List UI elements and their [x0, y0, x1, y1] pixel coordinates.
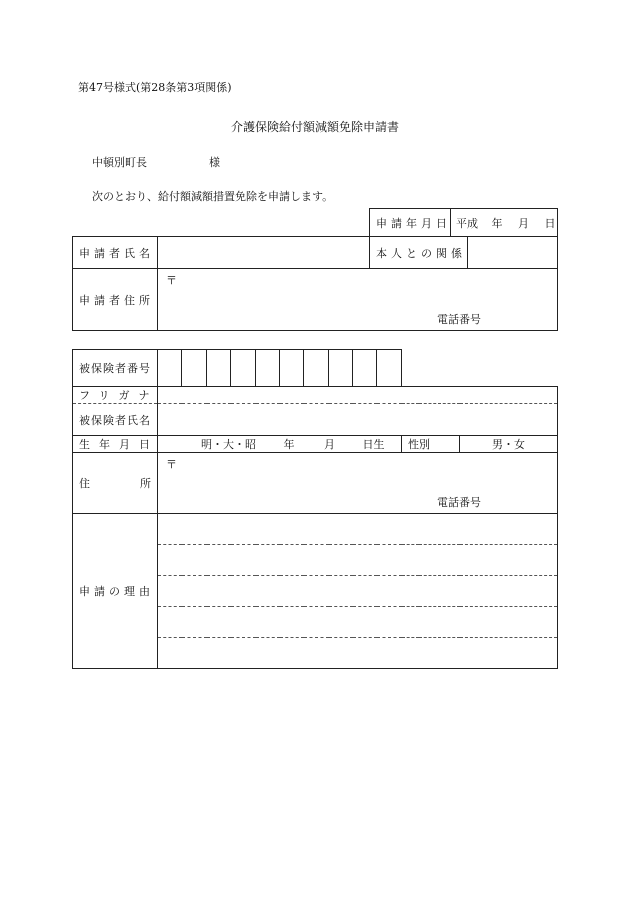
- relation-field[interactable]: [468, 237, 558, 269]
- insured-number-digit[interactable]: [231, 350, 256, 387]
- year-text: 年: [491, 216, 503, 230]
- birth-day-suffix: 日生: [362, 438, 385, 451]
- insured-number-digit[interactable]: [304, 350, 329, 387]
- reason-line[interactable]: [158, 576, 558, 607]
- intro-text: 次のとおり、給付額減額措置免除を申請します。: [92, 190, 334, 203]
- reason-line[interactable]: [158, 514, 558, 545]
- insured-number-digit[interactable]: [329, 350, 353, 387]
- birth-eras: 明・大・昭: [201, 438, 256, 451]
- furigana-field[interactable]: [158, 387, 558, 404]
- form-number: 第47号様式(第28条第3項関係): [78, 81, 232, 94]
- applicant-name-label: 申請者氏名: [73, 237, 158, 269]
- birth-month: 月: [324, 438, 335, 451]
- insured-address-field[interactable]: [158, 453, 558, 514]
- insured-number-digit[interactable]: [158, 350, 182, 387]
- addressee-suffix: 様: [209, 156, 220, 169]
- insured-number-digit[interactable]: [182, 350, 207, 387]
- era-text: 平成: [456, 216, 478, 230]
- sex-options[interactable]: 男・女: [460, 436, 558, 453]
- applicant-name-field[interactable]: [158, 237, 370, 269]
- insured-number-digit[interactable]: [353, 350, 377, 387]
- application-date-label: 申請年月日: [370, 209, 451, 237]
- day-text: 日: [544, 216, 556, 230]
- postal-mark: 〒: [166, 274, 177, 287]
- insured-number-digit[interactable]: [256, 350, 280, 387]
- reason-line[interactable]: [158, 638, 558, 669]
- postal-mark: 〒: [166, 458, 177, 471]
- reason-label: 申請の理由: [73, 514, 158, 669]
- insured-number-label: 被保険者番号: [73, 350, 158, 387]
- month-text: 月: [518, 216, 529, 230]
- insured-name-label: 被保険者氏名: [73, 404, 158, 436]
- insured-number-digit[interactable]: [207, 350, 231, 387]
- address-label: [73, 453, 201, 514]
- furigana-label: フリガナ: [73, 387, 158, 404]
- insured-number-digit[interactable]: [280, 350, 304, 387]
- birth-year: 年: [283, 438, 295, 451]
- insured-name-field[interactable]: [158, 404, 558, 436]
- phone-label: 電話番号: [437, 496, 482, 509]
- sex-label: 性別: [402, 436, 460, 453]
- application-date-field[interactable]: [451, 209, 558, 237]
- reason-line[interactable]: [158, 607, 558, 638]
- insured-number-digit[interactable]: [377, 350, 402, 387]
- applicant-address-field[interactable]: [158, 269, 558, 331]
- insured-table: [72, 349, 558, 669]
- form-title: 介護保険給付額減額免除申請書: [230, 120, 399, 134]
- applicant-address-label: 申請者住所: [73, 269, 158, 331]
- address-label-text: 住所: [79, 477, 201, 490]
- addressee: 中頓別町長: [92, 156, 147, 169]
- birth-date-label: 生年月日: [73, 436, 158, 453]
- phone-label: 電話番号: [437, 313, 481, 326]
- relation-label: 本人との関係: [370, 237, 468, 269]
- reason-line[interactable]: [158, 545, 558, 576]
- applicant-table: [72, 208, 558, 331]
- birth-date-field[interactable]: [158, 436, 402, 453]
